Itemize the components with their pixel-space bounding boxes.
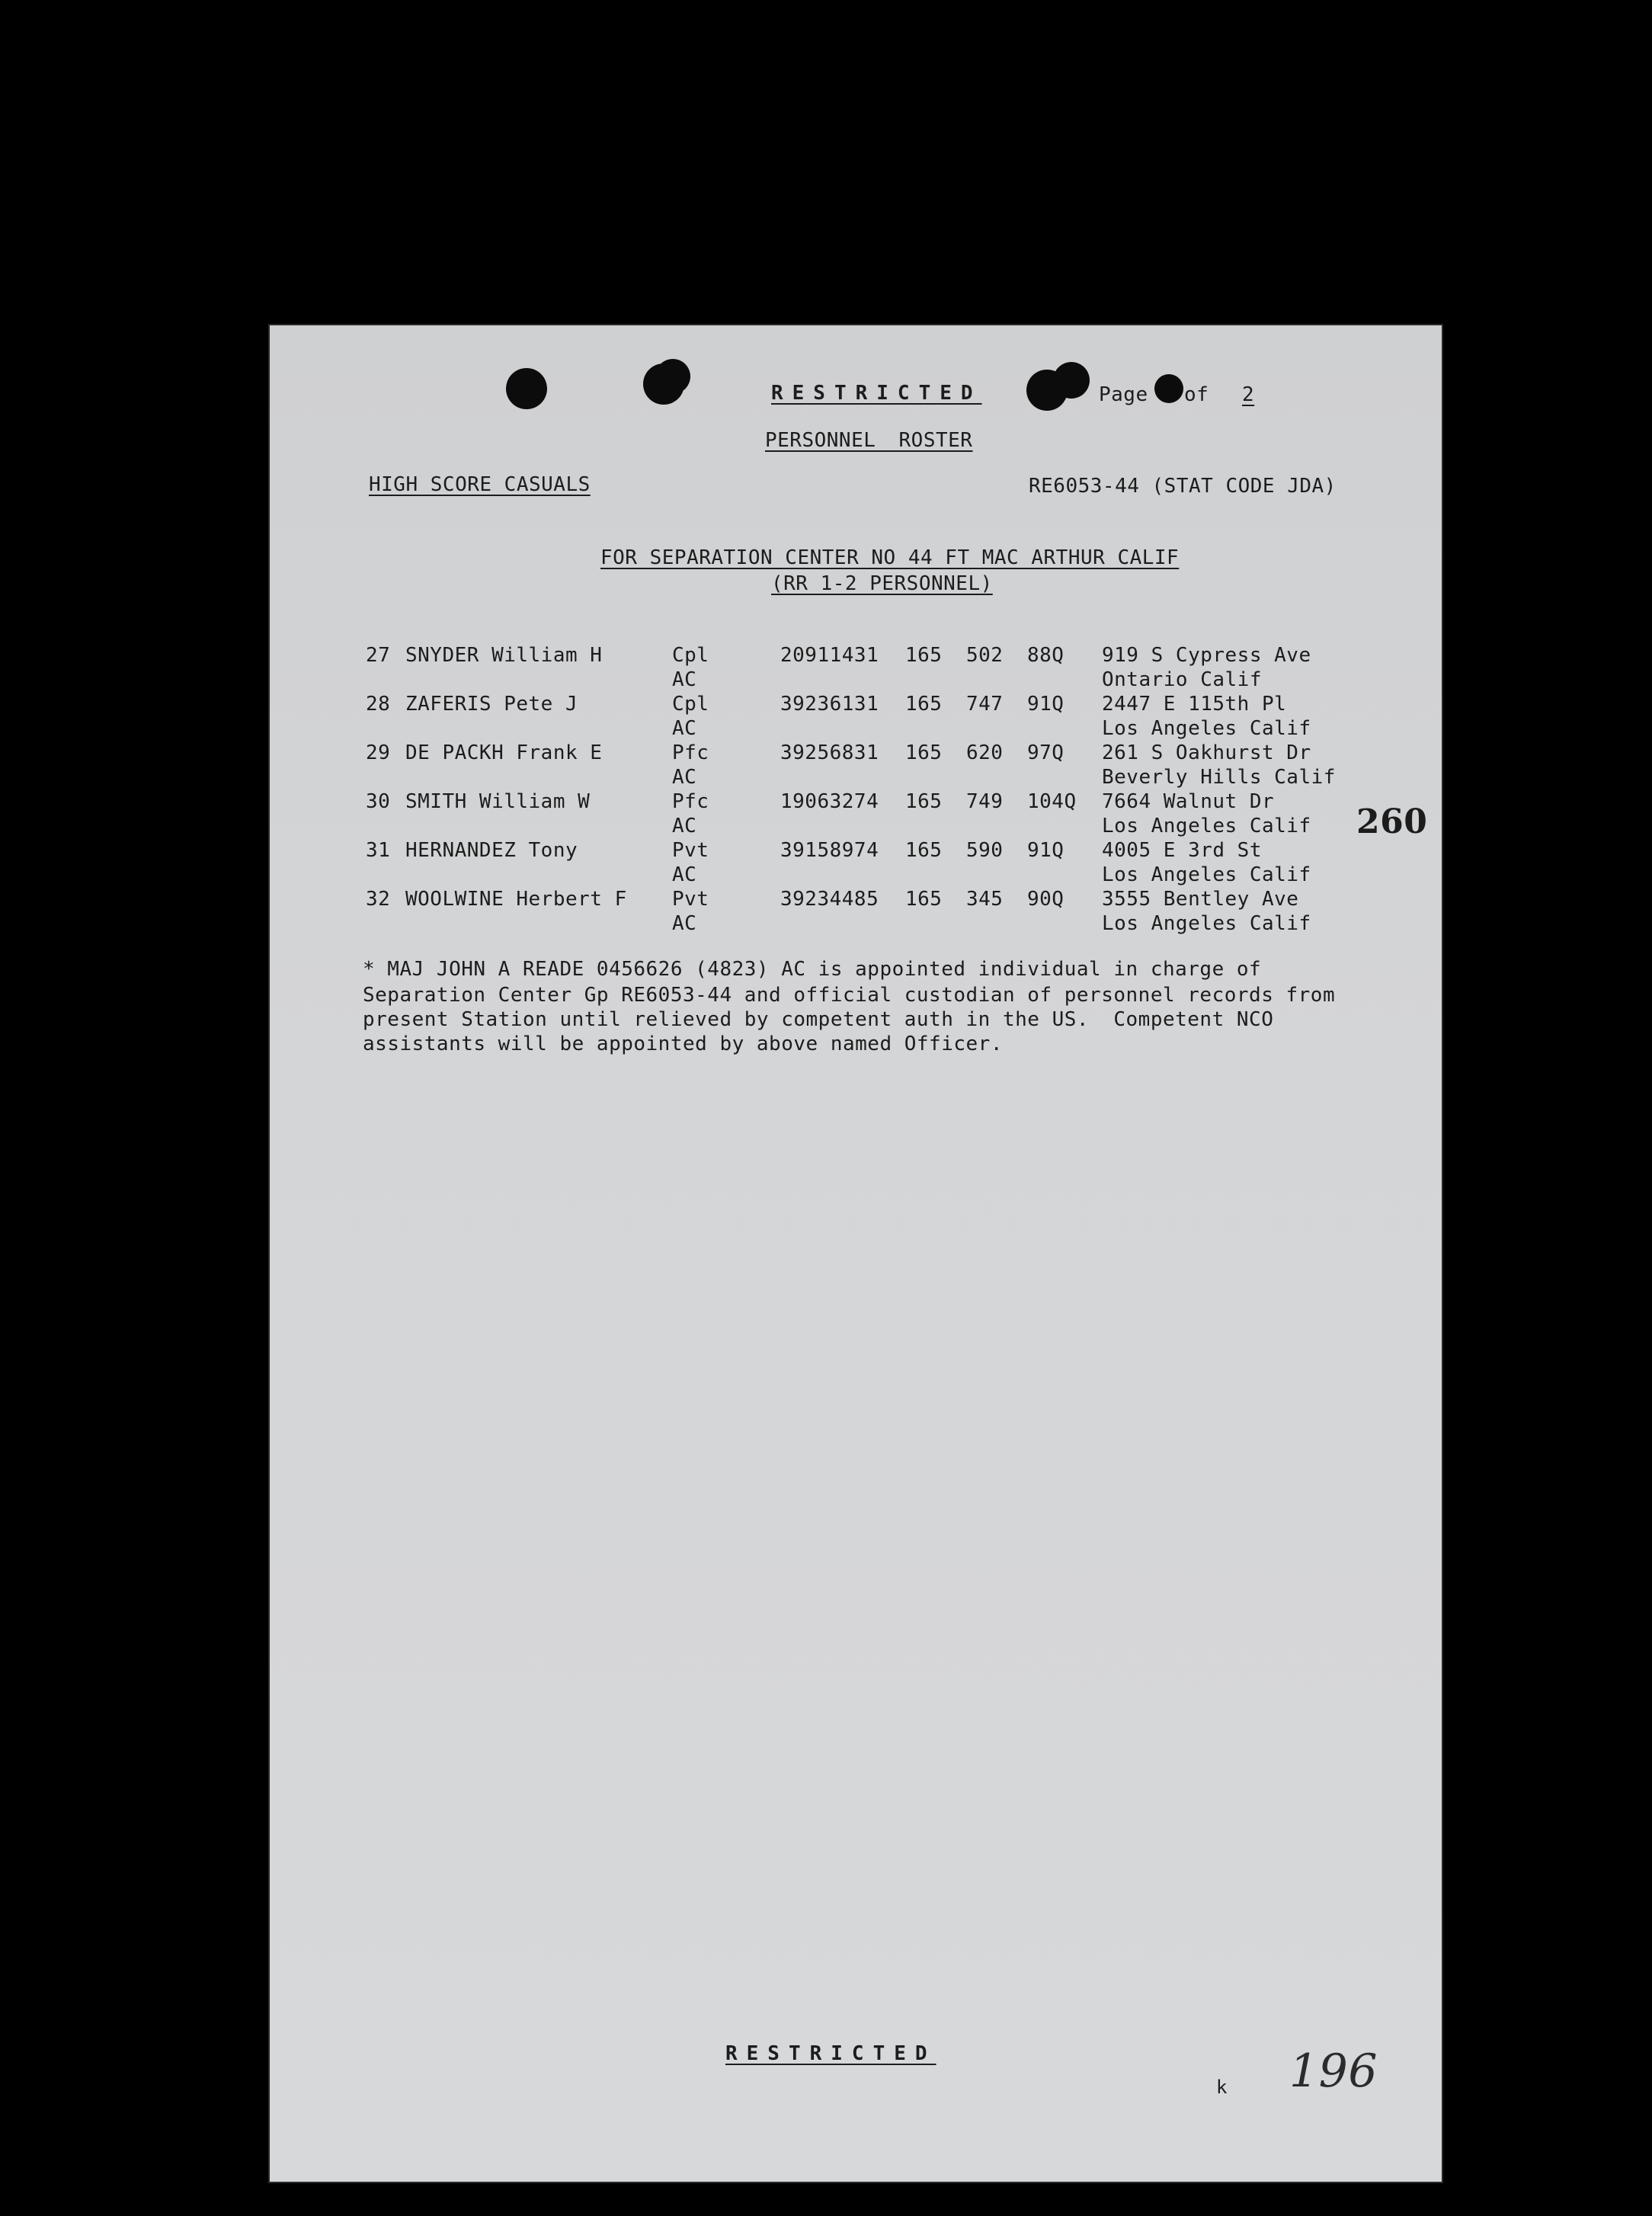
- score: 91Q: [1027, 839, 1065, 862]
- note-line: present Station until relieved by competent auth in the US. Competent NCO: [363, 1008, 1274, 1031]
- address-line-1: 919 S Cypress Ave: [1102, 644, 1311, 667]
- note-line: assistants will be appointed by above named Officer.: [363, 1033, 1003, 1055]
- score: 97Q: [1027, 741, 1065, 764]
- personnel-subtitle: (RR 1-2 PERSONNEL): [771, 572, 993, 595]
- serial-number: 20911431: [780, 644, 879, 667]
- punch-hole: [655, 359, 690, 394]
- address-line-2: Los Angeles Calif: [1102, 863, 1311, 886]
- mos: 747: [966, 693, 1004, 716]
- rank: Cpl: [672, 644, 709, 667]
- note-line: Separation Center Gp RE6053-44 and official custodian of personnel records from: [363, 984, 1336, 1007]
- code: 165: [905, 888, 943, 911]
- roster-row: [268, 693, 1443, 741]
- address-line-2: Ontario Calif: [1102, 668, 1262, 691]
- address-line-2: Los Angeles Calif: [1102, 717, 1311, 740]
- address-line-2: Los Angeles Calif: [1102, 815, 1311, 837]
- rank: Cpl: [672, 693, 709, 716]
- branch: AC: [672, 717, 697, 740]
- roster-row: [268, 888, 1443, 937]
- code: 165: [905, 790, 943, 813]
- mos: 749: [966, 790, 1004, 813]
- rank: Pvt: [672, 839, 709, 862]
- soldier-name: ZAFERIS Pete J: [405, 693, 578, 716]
- row-number: 32: [366, 888, 391, 911]
- mos: 620: [966, 741, 1004, 764]
- row-number: 28: [366, 693, 391, 716]
- address-line-1: 3555 Bentley Ave: [1102, 888, 1299, 911]
- roster-title: PERSONNEL ROSTER: [765, 429, 973, 452]
- row-number: 27: [366, 644, 391, 667]
- address-line-1: 261 S Oakhurst Dr: [1102, 741, 1311, 764]
- stat-code: RE6053-44 (STAT CODE JDA): [1029, 475, 1337, 498]
- page-word: Page: [1099, 383, 1148, 406]
- soldier-name: DE PACKH Frank E: [405, 741, 603, 764]
- unit-label: HIGH SCORE CASUALS: [369, 473, 591, 496]
- soldier-name: SMITH William W: [405, 790, 591, 813]
- address-line-1: 4005 E 3rd St: [1102, 839, 1262, 862]
- page-of: of: [1184, 383, 1209, 406]
- page-total: 2: [1242, 383, 1255, 406]
- code: 165: [905, 741, 943, 764]
- soldier-name: SNYDER William H: [405, 644, 603, 667]
- score: 91Q: [1027, 693, 1065, 716]
- serial-number: 39256831: [780, 741, 879, 764]
- roster-row: [268, 790, 1443, 839]
- punch-hole: [1053, 362, 1090, 399]
- handwritten-number: 196: [1289, 2045, 1378, 2098]
- serial-number: 39158974: [780, 839, 879, 862]
- document-page: [268, 324, 1443, 2183]
- punch-hole: [1154, 374, 1183, 403]
- serial-number: 39234485: [780, 888, 879, 911]
- mos: 590: [966, 839, 1004, 862]
- branch: AC: [672, 912, 697, 935]
- serial-number: 39236131: [780, 693, 879, 716]
- code: 165: [905, 693, 943, 716]
- destination-line: FOR SEPARATION CENTER NO 44 FT MAC ARTHUR CALIF: [600, 546, 1180, 569]
- address-line-1: 2447 E 115th Pl: [1102, 693, 1287, 716]
- address-line-2: Beverly Hills Calif: [1102, 766, 1336, 789]
- serial-number: 19063274: [780, 790, 879, 813]
- mos: 345: [966, 888, 1004, 911]
- classification-top: RESTRICTED: [771, 382, 982, 405]
- score: 88Q: [1027, 644, 1065, 667]
- score: 90Q: [1027, 888, 1065, 911]
- address-line-1: 7664 Walnut Dr: [1102, 790, 1275, 813]
- branch: AC: [672, 766, 697, 789]
- row-number: 30: [366, 790, 391, 813]
- branch: AC: [672, 863, 697, 886]
- rank: Pfc: [672, 741, 709, 764]
- rank: Pfc: [672, 790, 709, 813]
- note-line: * MAJ JOHN A READE 0456626 (4823) AC is appointed individual in charge of: [363, 958, 1262, 981]
- mos: 502: [966, 644, 1004, 667]
- branch: AC: [672, 668, 697, 691]
- classification-bottom: RESTRICTED: [725, 2042, 936, 2065]
- soldier-name: HERNANDEZ Tony: [405, 839, 578, 862]
- roster-row: [268, 839, 1443, 888]
- soldier-name: WOOLWINE Herbert F: [405, 888, 627, 911]
- row-number: 29: [366, 741, 391, 764]
- punch-hole: [506, 368, 547, 409]
- roster-row: [268, 644, 1443, 693]
- branch: AC: [672, 815, 697, 837]
- footer-mark: k: [1216, 2077, 1228, 2098]
- rank: Pvt: [672, 888, 709, 911]
- row-number: 31: [366, 839, 391, 862]
- code: 165: [905, 644, 943, 667]
- code: 165: [905, 839, 943, 862]
- address-line-2: Los Angeles Calif: [1102, 912, 1311, 935]
- score: 104Q: [1027, 790, 1077, 813]
- roster-row: [268, 741, 1443, 790]
- stamp-number: 260: [1356, 802, 1428, 841]
